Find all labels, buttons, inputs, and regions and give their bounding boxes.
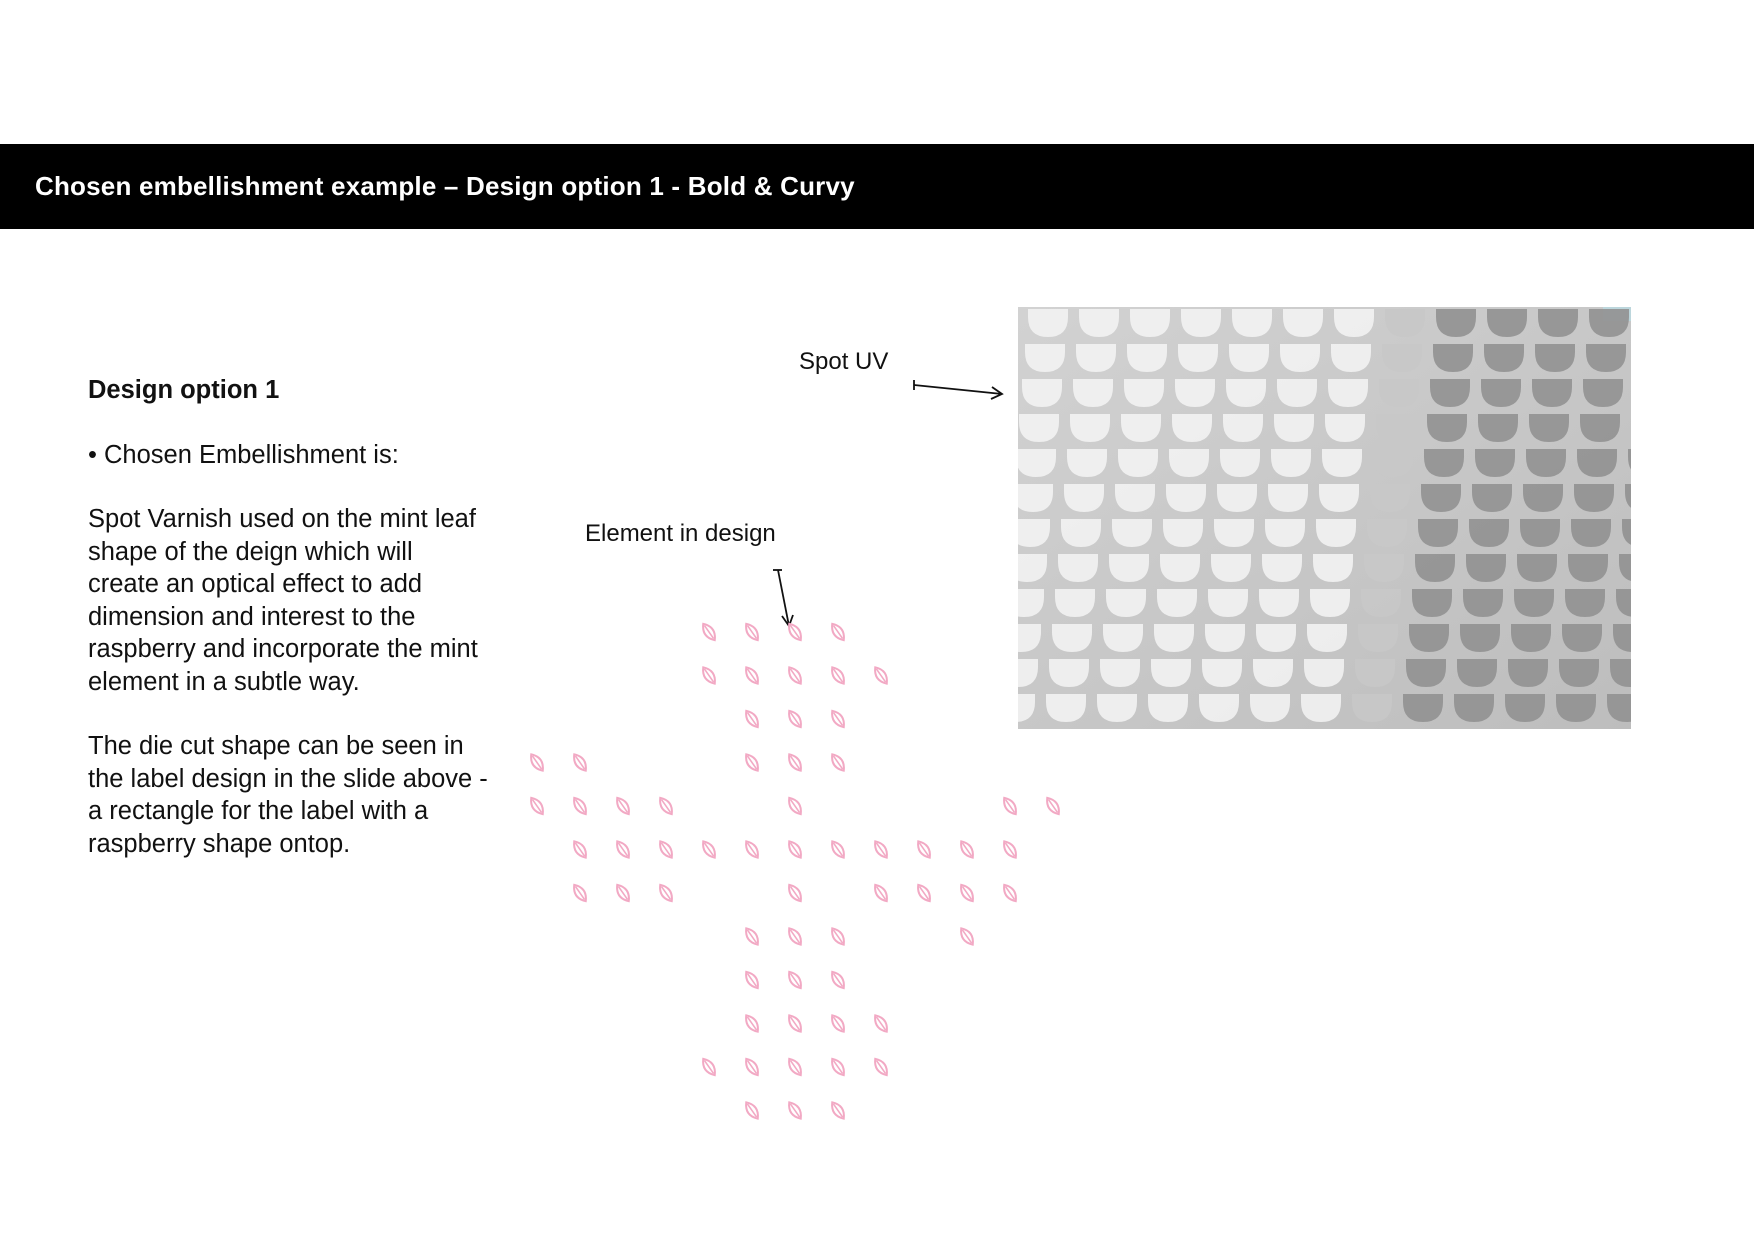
mint-leaf-icon <box>743 969 762 991</box>
spot-uv-scale <box>1130 309 1170 337</box>
mint-leaf-icon <box>829 969 848 991</box>
mint-leaf-icon <box>743 665 762 687</box>
spot-uv-scale <box>1274 414 1314 442</box>
spot-uv-scale <box>1154 624 1194 652</box>
spot-uv-scale <box>1535 344 1575 372</box>
spot-uv-scale <box>1097 694 1137 722</box>
mint-leaf-icon <box>829 708 848 730</box>
spot-uv-scale <box>1151 659 1191 687</box>
mint-leaf-icon <box>743 621 762 643</box>
spot-uv-scale <box>1436 309 1476 337</box>
mint-leaf-icon <box>743 839 762 861</box>
mint-leaf-icon <box>829 1100 848 1122</box>
spot-uv-scale <box>1157 589 1197 617</box>
mint-leaf-icon <box>700 839 719 861</box>
mint-leaf-icon <box>786 839 805 861</box>
spot-uv-scale <box>1307 624 1347 652</box>
spot-uv-scale <box>1022 379 1062 407</box>
spot-uv-scale <box>1220 449 1260 477</box>
spot-uv-scale <box>1334 309 1374 337</box>
spot-uv-scale <box>1559 659 1599 687</box>
mint-leaf-icon <box>872 882 891 904</box>
spot-uv-scale <box>1208 589 1248 617</box>
spot-uv-scale <box>1478 414 1518 442</box>
spot-uv-scale <box>1487 309 1527 337</box>
spot-uv-scale <box>1517 554 1557 582</box>
spot-uv-scale <box>1103 624 1143 652</box>
mint-leaf-icon <box>786 752 805 774</box>
mint-leaf-icon <box>743 1100 762 1122</box>
mint-leaf-icon <box>829 752 848 774</box>
mint-leaf-icon <box>700 1056 719 1078</box>
mint-leaf-icon <box>614 795 633 817</box>
spot-uv-scale <box>1148 694 1188 722</box>
spot-uv-scale <box>1262 554 1302 582</box>
spot-uv-scale <box>1589 309 1629 337</box>
title-bar <box>0 144 1754 229</box>
mint-leaf-icon <box>743 752 762 774</box>
spot-uv-scale <box>1532 379 1572 407</box>
mint-leaf-icon <box>743 1013 762 1035</box>
mint-leaf-icon <box>786 926 805 948</box>
spot-uv-scale <box>1163 519 1203 547</box>
mint-leaf-icon <box>786 708 805 730</box>
spot-uv-scale <box>1064 484 1104 512</box>
spot-uv-scale <box>1259 589 1299 617</box>
spot-uv-scale <box>1199 694 1239 722</box>
spot-uv-scale <box>1427 414 1467 442</box>
mint-leaf-icon <box>743 1056 762 1078</box>
spot-uv-scale <box>1430 379 1470 407</box>
spot-uv-scale <box>1256 624 1296 652</box>
mint-leaf-icon <box>786 1056 805 1078</box>
mint-leaf-icon <box>700 621 719 643</box>
mint-leaf-icon <box>786 621 805 643</box>
spot-uv-scale <box>1565 589 1605 617</box>
spot-uv-scale <box>1253 659 1293 687</box>
mint-leaf-icon <box>786 882 805 904</box>
mint-leaf-icon <box>958 926 977 948</box>
mint-leaf-icon <box>786 969 805 991</box>
spot-uv-scale <box>1079 309 1119 337</box>
spot-uv-scale <box>1175 379 1215 407</box>
spot-uv-scale <box>1313 554 1353 582</box>
spot-uv-scale <box>1454 694 1494 722</box>
spot-uv-scale <box>1568 554 1608 582</box>
spot-uv-scale <box>1385 309 1425 337</box>
spot-uv-scale <box>1484 344 1524 372</box>
spot-uv-scale <box>1304 659 1344 687</box>
mint-leaf-icon <box>657 839 676 861</box>
spot-uv-scale <box>1223 414 1263 442</box>
spot-uv-scale <box>1073 379 1113 407</box>
mint-leaf-icon <box>614 882 633 904</box>
spot-uv-scale <box>1160 554 1200 582</box>
spot-uv-scale <box>1505 694 1545 722</box>
spot-uv-photo <box>1018 307 1631 729</box>
spot-uv-scale <box>1100 659 1140 687</box>
mint-leaf-icon <box>571 882 590 904</box>
spot-uv-scale <box>1127 344 1167 372</box>
spot-uv-scale <box>1361 589 1401 617</box>
spot-uv-scale <box>1463 589 1503 617</box>
mint-leaf-icon <box>915 882 934 904</box>
mint-leaf-icon <box>1001 839 1020 861</box>
spot-uv-scale <box>1511 624 1551 652</box>
spot-uv-scale <box>1556 694 1596 722</box>
spot-uv-scale <box>1514 589 1554 617</box>
mint-leaf-icon <box>786 1013 805 1035</box>
element-in-design-label: Element in design <box>585 520 776 547</box>
spot-uv-scale <box>1310 589 1350 617</box>
spot-uv-scale <box>1412 589 1452 617</box>
spot-uv-scale <box>1376 414 1416 442</box>
mint-leaf-icon <box>829 1056 848 1078</box>
spot-uv-scale <box>1508 659 1548 687</box>
spot-uv-scale <box>1121 414 1161 442</box>
spot-uv-scale <box>1475 449 1515 477</box>
mint-leaf-icon <box>657 882 676 904</box>
spot-uv-scale <box>1322 449 1362 477</box>
spot-uv-scale <box>1538 309 1578 337</box>
spot-uv-scale <box>1523 484 1563 512</box>
mint-leaf-icon <box>657 795 676 817</box>
spot-uv-scale <box>1580 414 1620 442</box>
mint-leaf-icon <box>872 1056 891 1078</box>
mint-leaf-icon <box>786 795 805 817</box>
spot-uv-scale <box>1106 589 1146 617</box>
mint-leaf-icon <box>571 752 590 774</box>
mint-leaf-icon <box>571 839 590 861</box>
spot-uv-scale <box>1265 519 1305 547</box>
mint-leaf-icon <box>743 926 762 948</box>
spot-uv-scale <box>1067 449 1107 477</box>
spot-uv-scale <box>1403 694 1443 722</box>
spot-uv-scale <box>1172 414 1212 442</box>
spot-uv-scale <box>1481 379 1521 407</box>
mint-leaf-icon <box>829 1013 848 1035</box>
mint-leaf-icon <box>958 839 977 861</box>
spot-uv-scale <box>1124 379 1164 407</box>
spot-uv-scale <box>1076 344 1116 372</box>
spot-uv-scale <box>1205 624 1245 652</box>
spot-uv-scale <box>1562 624 1602 652</box>
mint-leaf-icon <box>786 665 805 687</box>
spot-uv-scale <box>1226 379 1266 407</box>
page-title: Chosen embellishment example – Design option 1 - Bold & Curvy <box>35 171 855 201</box>
spot-uv-scale <box>1424 449 1464 477</box>
spot-uv-scale <box>1319 484 1359 512</box>
spot-uv-scale <box>1277 379 1317 407</box>
spot-uv-scale <box>1328 379 1368 407</box>
mint-leaf-icon <box>958 882 977 904</box>
mint-leaf-icon <box>743 708 762 730</box>
spot-uv-sample-image <box>1018 307 1631 729</box>
spot-uv-scale <box>1217 484 1257 512</box>
spot-uv-scale <box>1406 659 1446 687</box>
mint-leaf-icon <box>829 621 848 643</box>
spot-uv-scale <box>1232 309 1272 337</box>
spot-uv-scale <box>1283 309 1323 337</box>
spot-uv-scale <box>1061 519 1101 547</box>
mint-leaf-icon <box>1001 795 1020 817</box>
mint-leaf-icon <box>872 839 891 861</box>
spot-uv-scale <box>1211 554 1251 582</box>
mint-leaf-icon <box>528 752 547 774</box>
bullet-text: • Chosen Embellishment is: <box>88 440 399 469</box>
spot-uv-scale <box>1058 554 1098 582</box>
spot-uv-scale <box>1352 694 1392 722</box>
spot-uv-scale <box>1202 659 1242 687</box>
spot-uv-scale <box>1118 449 1158 477</box>
spot-uv-scale <box>1115 484 1155 512</box>
spot-uv-arrow-icon <box>910 372 1010 402</box>
mint-leaf-icon <box>915 839 934 861</box>
spot-uv-scale <box>1421 484 1461 512</box>
spot-uv-scale <box>1466 554 1506 582</box>
mint-leaf-icon <box>1044 795 1063 817</box>
spot-uv-scale <box>1229 344 1269 372</box>
spot-uv-scale <box>1526 449 1566 477</box>
spot-uv-scale <box>1574 484 1614 512</box>
spot-uv-scale <box>1382 344 1422 372</box>
spot-uv-scale <box>1070 414 1110 442</box>
description-column <box>88 374 488 892</box>
spot-uv-scale <box>1364 554 1404 582</box>
spot-uv-scale <box>1178 344 1218 372</box>
spot-uv-scale <box>1373 449 1413 477</box>
spot-uv-scale <box>1586 344 1626 372</box>
mint-leaf-icon <box>872 665 891 687</box>
spot-uv-scale <box>1577 449 1617 477</box>
description-paragraph-1: Spot Varnish used on the mint leaf shape of the deign which will create an optical effect to add dimension and interest to the raspberry and incorporate the mint element in a subtle way. <box>88 505 478 696</box>
spot-uv-scale <box>1268 484 1308 512</box>
spot-uv-scale <box>1019 414 1059 442</box>
spot-uv-scale <box>1415 554 1455 582</box>
spot-uv-scale <box>1166 484 1206 512</box>
spot-uv-scale <box>1409 624 1449 652</box>
spot-uv-scale <box>1358 624 1398 652</box>
spot-uv-scale <box>1316 519 1356 547</box>
spot-uv-scale <box>1280 344 1320 372</box>
spot-uv-scale <box>1370 484 1410 512</box>
spot-uv-scale <box>1025 344 1065 372</box>
spot-uv-scale <box>1112 519 1152 547</box>
spot-uv-scale <box>1271 449 1311 477</box>
mint-leaf-icon <box>571 795 590 817</box>
spot-uv-scale <box>1520 519 1560 547</box>
spot-uv-scale <box>1379 379 1419 407</box>
spot-uv-scale <box>1457 659 1497 687</box>
spot-uv-scale <box>1355 659 1395 687</box>
spot-uv-scale <box>1418 519 1458 547</box>
spot-uv-scale <box>1571 519 1611 547</box>
mint-leaf-icon <box>528 795 547 817</box>
spot-uv-scale <box>1181 309 1221 337</box>
spot-uv-scale <box>1028 309 1068 337</box>
spot-uv-scale <box>1331 344 1371 372</box>
mint-leaf-icon <box>829 839 848 861</box>
spot-uv-scale <box>1301 694 1341 722</box>
description-paragraph-2: The die cut shape can be seen in the label design in the slide above - a rectangle for the label with a raspberry shape ontop. <box>88 732 488 858</box>
spot-uv-scale <box>1583 379 1623 407</box>
mint-leaf-icon <box>872 1013 891 1035</box>
spot-uv-scale <box>1109 554 1149 582</box>
mint-leaf-icon <box>700 665 719 687</box>
spot-uv-scale <box>1469 519 1509 547</box>
mint-leaf-icon <box>829 926 848 948</box>
mint-leaf-icon <box>614 839 633 861</box>
spot-uv-label: Spot UV <box>799 348 889 375</box>
mint-leaf-icon <box>829 665 848 687</box>
spot-uv-scale <box>1529 414 1569 442</box>
spot-uv-scale <box>1325 414 1365 442</box>
mint-leaf-icon <box>786 1100 805 1122</box>
spot-uv-scale <box>1460 624 1500 652</box>
spot-uv-scale <box>1472 484 1512 512</box>
section-heading: Design option 1 <box>88 376 280 404</box>
spot-uv-scale <box>1169 449 1209 477</box>
spot-uv-scale <box>1214 519 1254 547</box>
mint-leaf-icon <box>1001 882 1020 904</box>
spot-uv-scale <box>1250 694 1290 722</box>
spot-uv-scale <box>1367 519 1407 547</box>
mint-leaf-pattern <box>515 610 1075 1130</box>
spot-uv-scale <box>1433 344 1473 372</box>
